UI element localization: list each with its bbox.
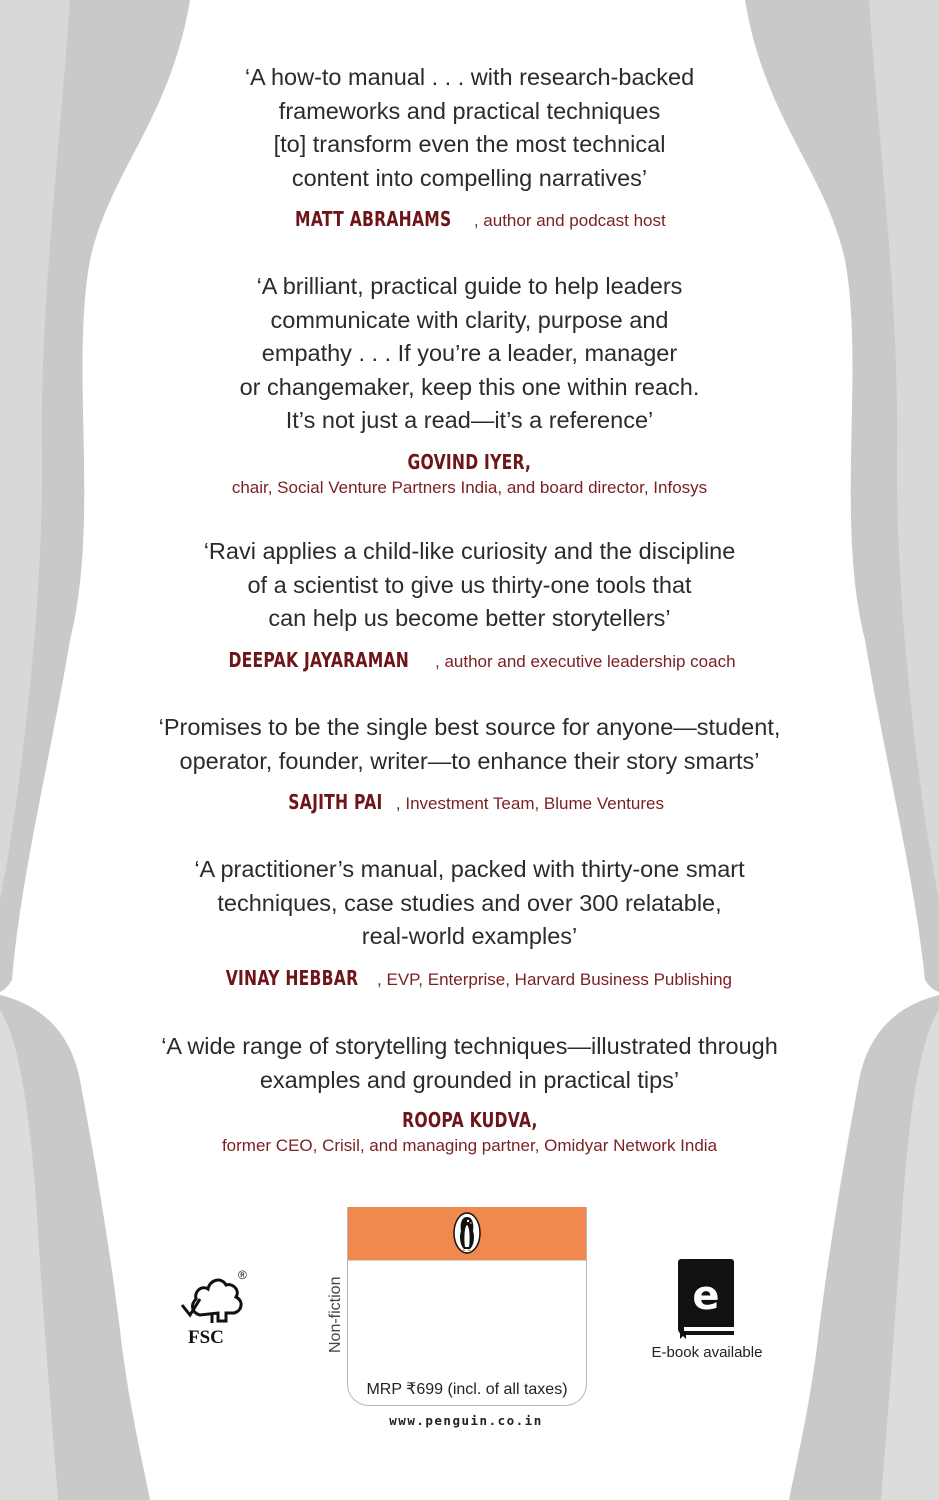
- endorser-name: SAJITH PAI: [288, 790, 383, 814]
- quote-line: empathy . . . If you’re a leader, manager: [261, 340, 678, 367]
- quote-line: ‘A wide range of storytelling techniques—illustrated through: [161, 1033, 778, 1059]
- endorsement-quote: [0, 61, 939, 195]
- endorsement-quote: [0, 535, 939, 636]
- quote-line: or changemaker, keep this one within reach.: [239, 373, 700, 400]
- ebook-icon: [676, 1257, 740, 1339]
- quote-line: ‘A practitioner’s manual, packed with thirty-one smart: [194, 856, 745, 882]
- price-sticker: [347, 1207, 587, 1406]
- endorser-role: chair, Social Venture Partners India, and board director, Infosys: [231, 478, 708, 497]
- penguin-logo-icon: [452, 1211, 482, 1255]
- endorsement-quote: [0, 853, 939, 954]
- quote-line: ‘A how-to manual . . . with research-backed: [244, 64, 695, 90]
- quote-line: operator, founder, writer—to enhance their story smarts’: [179, 747, 760, 774]
- endorsement-attribution: [0, 648, 939, 672]
- endorser-name: ROOPA KUDVA,: [401, 1108, 538, 1132]
- quote-line: ‘Ravi applies a child-like curiosity and the discipline: [203, 538, 736, 564]
- registered-mark: ®: [238, 1268, 247, 1282]
- endorser-name: GOVIND IYER,: [407, 450, 532, 474]
- endorsement-attribution: [0, 207, 939, 231]
- quote-line: can help us become better storytellers’: [268, 605, 671, 632]
- endorser-role: , author and podcast host: [473, 211, 666, 230]
- quote-line: frameworks and practical techniques: [278, 97, 661, 124]
- endorsement-attribution: [0, 1108, 939, 1156]
- ebook-label: E-book available: [651, 1344, 763, 1361]
- ebook-letter: e: [692, 1273, 720, 1319]
- quote-line: techniques, case studies and over 300 relatable,: [217, 889, 722, 916]
- endorser-role: , EVP, Enterprise, Harvard Business Publishing: [377, 970, 733, 989]
- endorsement-attribution: [0, 966, 939, 990]
- endorsement-attribution: [0, 450, 939, 498]
- endorser-role: , Investment Team, Blume Ventures: [395, 794, 664, 813]
- quote-line: ‘A brilliant, practical guide to help leaders: [256, 273, 683, 299]
- quote-line: [to] transform even the most technical: [273, 131, 666, 158]
- endorsement-attribution: [0, 790, 939, 814]
- quote-line: content into compelling narratives’: [291, 164, 648, 191]
- endorsement-quote: [0, 711, 939, 778]
- price-label: MRP ₹699 (incl. of all taxes): [366, 1381, 568, 1398]
- fsc-label: FSC: [188, 1327, 224, 1348]
- quote-line: ‘Promises to be the single best source for anyone—student,: [158, 714, 781, 740]
- quote-line: of a scientist to give us thirty-one tools that: [247, 571, 692, 598]
- endorser-role: , author and executive leadership coach: [435, 652, 736, 671]
- quote-line: examples and grounded in practical tips’: [259, 1066, 680, 1093]
- quote-line: communicate with clarity, purpose and: [270, 306, 669, 333]
- quote-line: It’s not just a read—it’s a reference’: [285, 407, 654, 434]
- endorser-name: VINAY HEBBAR: [225, 966, 359, 990]
- endorsement-quote: [0, 270, 939, 438]
- endorser-role: former CEO, Crisil, and managing partner, Omidyar Network India: [221, 1136, 718, 1155]
- endorser-name: DEEPAK JAYARAMAN: [228, 648, 410, 672]
- quote-line: real-world examples’: [361, 923, 578, 950]
- website-url: www.penguin.co.in: [389, 1413, 543, 1428]
- genre-label: Non-fiction: [327, 1276, 344, 1353]
- endorsement-quote: [0, 1030, 939, 1097]
- endorser-name: MATT ABRAHAMS: [295, 207, 452, 231]
